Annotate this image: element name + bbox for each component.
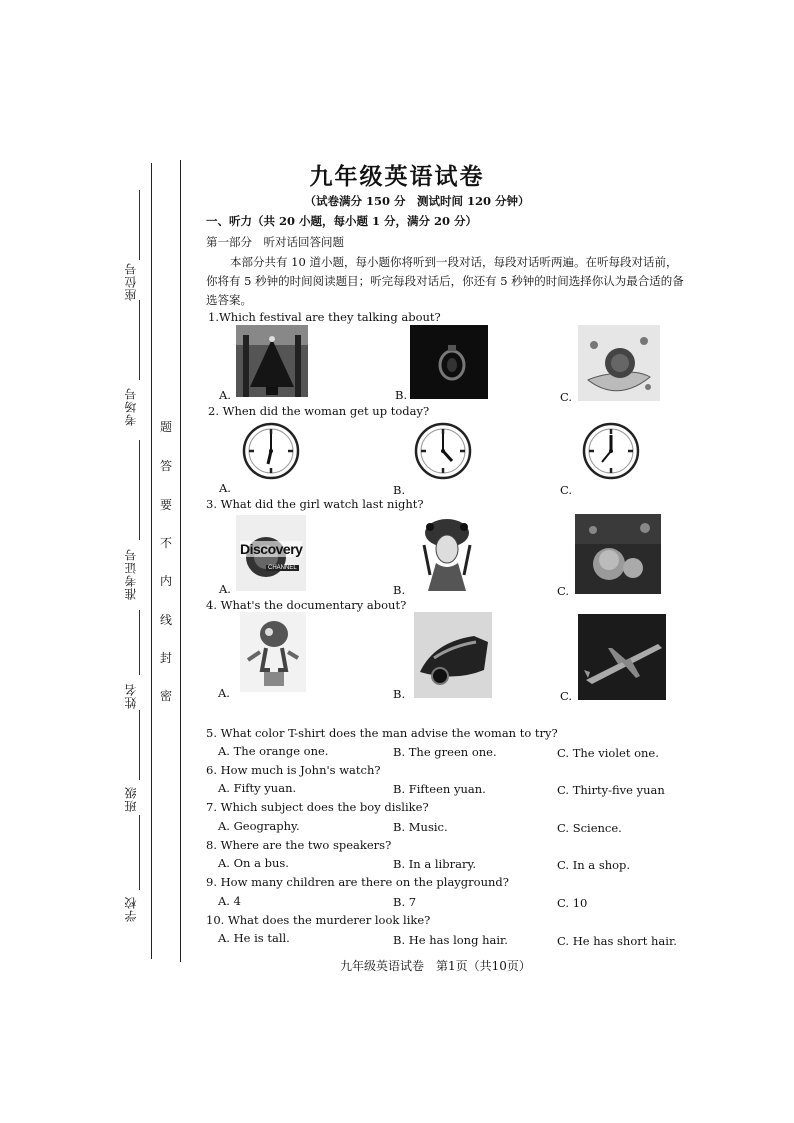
option-label: B.	[395, 388, 408, 402]
q10-option-c[interactable]: C. He has short hair.	[557, 934, 677, 948]
peking-opera-photo[interactable]	[416, 515, 478, 591]
section-heading: 一、听力（共 20 小题，每小题 1 分，满分 20 分）	[206, 214, 478, 228]
question-9: 9. How many children are there on the playground?	[206, 875, 509, 889]
q9-option-a[interactable]: A. 4	[218, 894, 241, 908]
binding-line-inner	[180, 160, 181, 962]
seal-char: 密	[160, 689, 173, 703]
question-4: 4. What's the documentary about?	[206, 598, 407, 612]
clock-a-icon[interactable]	[242, 422, 300, 480]
option-label: A.	[218, 686, 230, 700]
seal-char: 要	[160, 498, 173, 512]
q5-option-c[interactable]: C. The violet one.	[557, 746, 659, 760]
exam-title: 九年级英语试卷	[309, 163, 485, 190]
student-name-blank[interactable]	[139, 610, 140, 675]
logo-sub-text: CHANNEL	[268, 565, 297, 571]
q5-option-a[interactable]: A. The orange one.	[218, 744, 329, 758]
option-label: B.	[393, 687, 406, 701]
option-label: A.	[219, 481, 231, 495]
option-label: A.	[219, 582, 231, 596]
option-label: C.	[560, 483, 573, 497]
seal-char: 线	[160, 613, 173, 627]
cartoon-photo[interactable]	[575, 514, 661, 594]
ticket-number-blank[interactable]	[139, 440, 140, 540]
question-2: 2. When did the woman get up today?	[208, 404, 430, 418]
discovery-channel-logo[interactable]	[236, 515, 306, 591]
q9-option-c[interactable]: C. 10	[557, 896, 588, 910]
car-photo[interactable]	[414, 612, 492, 698]
question-8: 8. Where are the two speakers?	[206, 838, 392, 852]
option-label: B.	[393, 483, 406, 497]
option-label: C.	[560, 689, 573, 703]
exam-subtitle: （试卷满分 150 分 测试时间 120 分钟）	[304, 194, 530, 208]
exam-room-blank[interactable]	[139, 300, 140, 380]
airplane-photo[interactable]	[578, 614, 666, 700]
robot-photo[interactable]	[240, 612, 306, 692]
question-6: 6. How much is John's watch?	[206, 763, 381, 777]
option-label: C.	[560, 390, 573, 404]
lantern-photo[interactable]	[410, 325, 488, 399]
seal-char: 题	[160, 420, 173, 434]
school-blank[interactable]	[139, 815, 140, 890]
logo-main-text: Discovery	[240, 541, 303, 557]
binding-line-outer	[151, 163, 152, 959]
instructions: 本部分共有 10 道小题，每小题你将听到一段对话，每段对话听两遍。在听每段对话前，你将有 5 秒钟的时间阅读题目；听完每段对话后，你还有 5 秒钟的时间选择你认为最合适的备选答案。	[206, 255, 684, 307]
seal-char: 答	[160, 459, 173, 473]
mooncake-photo[interactable]	[578, 325, 660, 401]
q6-option-b[interactable]: B. Fifteen yuan.	[393, 782, 486, 796]
q7-option-b[interactable]: B. Music.	[393, 820, 448, 834]
option-label: B.	[393, 583, 406, 597]
part-heading: 第一部分 听对话回答问题	[206, 235, 344, 249]
seal-char: 封	[160, 651, 173, 665]
option-label: C.	[557, 584, 570, 598]
q6-option-a[interactable]: A. Fifty yuan.	[218, 781, 297, 795]
question-3: 3. What did the girl watch last night?	[206, 497, 424, 511]
q10-option-b[interactable]: B. He has long hair.	[393, 933, 508, 947]
question-1: 1.Which festival are they talking about?	[208, 310, 441, 324]
q5-option-b[interactable]: B. The green one.	[393, 745, 497, 759]
exam-room-label: 考场号	[124, 387, 138, 426]
q9-option-b[interactable]: B. 7	[393, 895, 417, 909]
seat-number-label: 座位号	[124, 262, 138, 301]
christmas-tree-photo[interactable]	[236, 325, 308, 397]
question-7: 7. Which subject does the boy dislike?	[206, 800, 429, 814]
q8-option-b[interactable]: B. In a library.	[393, 857, 477, 871]
student-name-label: 姓名	[124, 683, 138, 709]
q8-option-c[interactable]: C. In a shop.	[557, 858, 631, 872]
class-blank[interactable]	[139, 710, 140, 780]
q6-option-c[interactable]: C. Thirty-five yuan	[557, 783, 665, 797]
question-10: 10. What does the murderer look like?	[206, 913, 431, 927]
ticket-number-label: 准考证号	[124, 548, 138, 600]
option-label: A.	[219, 388, 231, 402]
page-footer: 九年级英语试卷 第1页（共10页）	[340, 959, 531, 973]
q7-option-c[interactable]: C. Science.	[557, 821, 622, 835]
seal-char: 不	[160, 536, 173, 550]
clock-b-icon[interactable]	[414, 422, 472, 480]
class-label: 班级	[124, 786, 138, 812]
school-label: 学校	[124, 896, 138, 922]
q7-option-a[interactable]: A. Geography.	[218, 819, 300, 833]
q10-option-a[interactable]: A. He is tall.	[218, 931, 290, 945]
q8-option-a[interactable]: A. On a bus.	[218, 856, 289, 870]
seal-char: 内	[160, 574, 173, 588]
clock-c-icon[interactable]	[582, 422, 640, 480]
question-5: 5. What color T-shirt does the man advise the woman to try?	[206, 726, 558, 740]
